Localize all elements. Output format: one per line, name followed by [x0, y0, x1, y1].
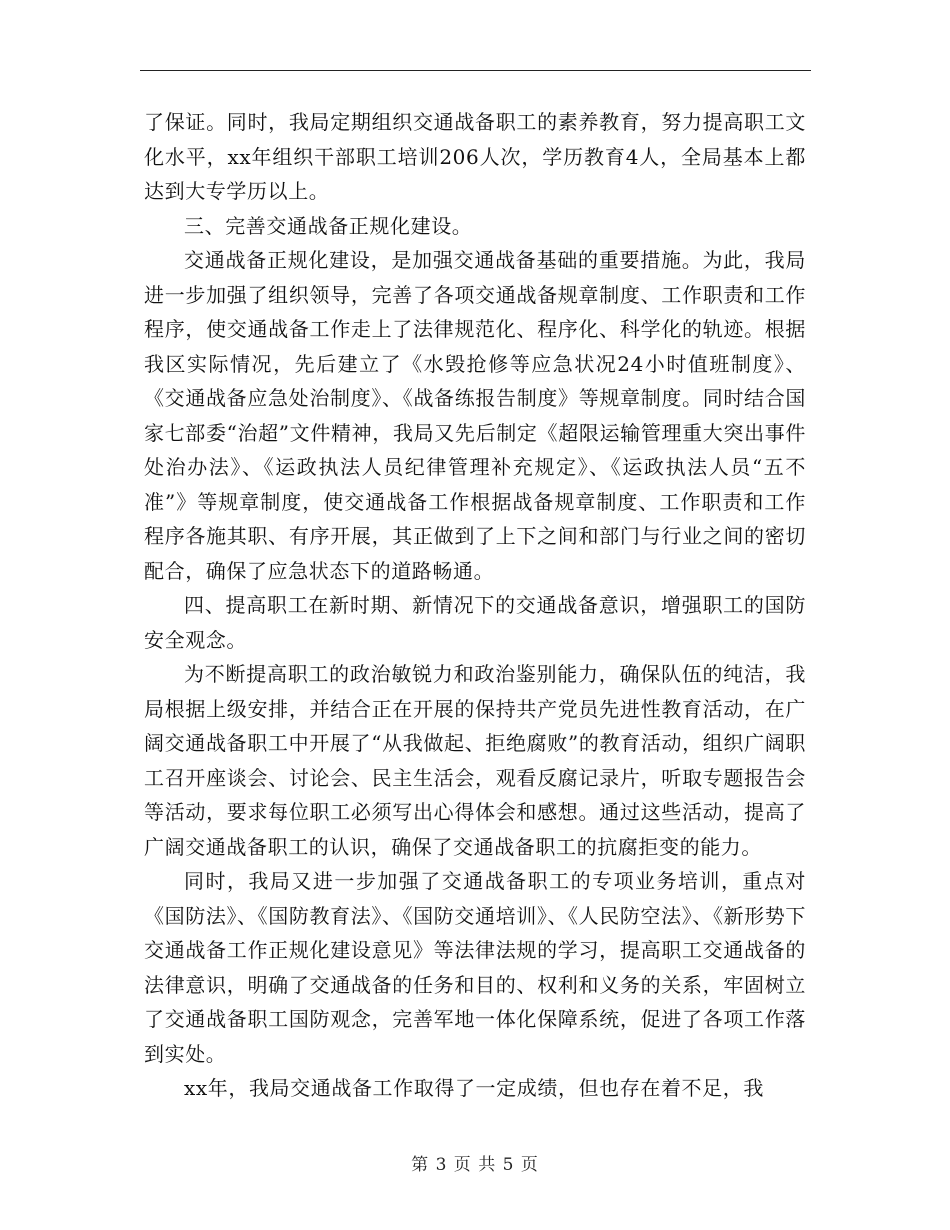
header-rule — [140, 70, 811, 71]
section-heading: 三、完善交通战备正规化建设。 — [184, 213, 473, 238]
paragraph: 交通战备正规化建设，是加强交通战备基础的重要措施。为此，我局进一步加强了组织领导，完善了各项交通战备规章制度、工作职责和工作程序，使交通战备工作走上了法律规范化、程序化、科学化的轨迹。根据我区实际情况，先后建立了《水毁抢修等应急状况24小时值班制度》、《交通战备应急处治制度》、《战备练报告制度》等规章制度。同时结合国家七部委“治超”文件精神，我局又先后制定《超限运输管理重大突出事件处治办法》、《运政执法人员纪律管理补充规定》、《运政执法人员“五不准”》等规章制度，使交通战备工作根据战备规章制度、工作职责和工作程序各施其职、有序开展，其正做到了上下之间和部门与行业之间的密切配合，确保了应急状态下的道路畅通。 — [144, 248, 806, 583]
page-number: 第 3 页 共 5 页 — [411, 1155, 539, 1175]
paragraph: 同时，我局又进一步加强了交通战备职工的专项业务培训，重点对《国防法》、《国防教育法》、《国防交通培训》、《人民防空法》、《新形势下交通战备工作正规化建设意见》等法律法规的学习，提高职工交通战备的法律意识，明确了交通战备的任务和目的、权利和义务的关系，牢固树立了交通战备职工国防观念，完善军地一体化保障系统，促进了各项工作落到实处。 — [144, 869, 806, 1066]
paragraph: 为不断提高职工的政治敏锐力和政治鉴别能力，确保队伍的纯洁，我局根据上级安排，并结合正在开展的保持共产党员先进性教育活动，在广阔交通战备职工中开展了“从我做起、拒绝腐败”的教育活动，组织广阔职工召开座谈会、讨论会、民主生活会，观看反腐记录片，听取专题报告会等活动，要求每位职工必须写出心得体会和感想。通过这些活动，提高了广阔交通战备职工的认识，确保了交通战备职工的抗腐拒变的能力。 — [144, 662, 806, 859]
document-body — [144, 105, 806, 1106]
paragraph: xx年，我局交通战备工作取得了一定成绩，但也存在着不足，我 — [184, 1076, 764, 1100]
paragraph: 了保证。同时，我局定期组织交通战备职工的素养教育，努力提高职工文化水平，xx年组织干部职工培训206人次，学历教育4人，全局基本上都达到大专学历以上。 — [144, 110, 806, 203]
section-heading: 四、提高职工在新时期、新情况下的交通战备意识，增强职工的国防安全观念。 — [144, 593, 806, 652]
